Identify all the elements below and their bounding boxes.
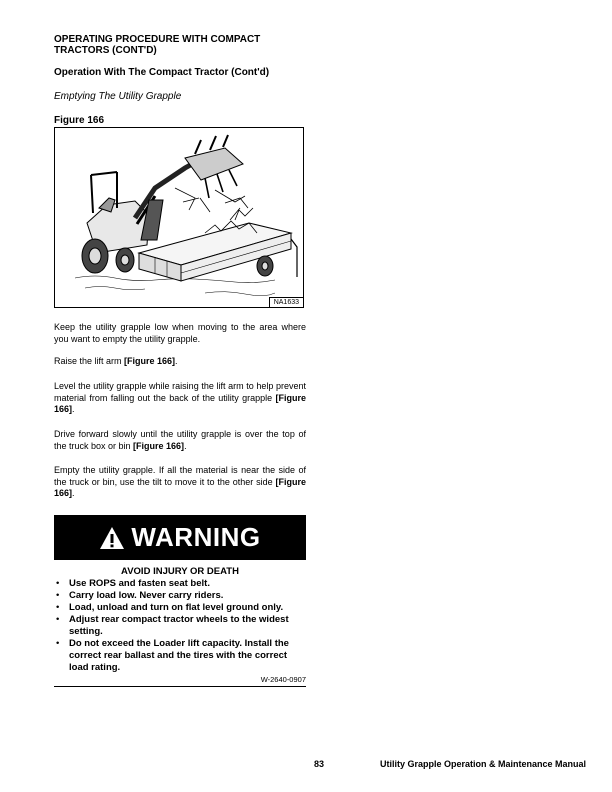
section-title: OPERATING PROCEDURE WITH COMPACT TRACTORS (CONT'D) xyxy=(54,34,261,56)
figure-reference: [Figure 166] xyxy=(54,476,306,498)
warning-code: W-2640-0907 xyxy=(260,675,306,684)
paragraph-raise-arm xyxy=(54,356,306,368)
divider xyxy=(54,686,306,687)
warning-title: WARNING xyxy=(131,522,261,552)
paragraph-end: . xyxy=(72,404,75,414)
warning-subtitle: AVOID INJURY OR DEATH xyxy=(121,566,239,577)
paragraph-drive-forward xyxy=(54,429,306,452)
figure-illustration xyxy=(54,127,304,308)
warning-item: • Adjust rear compact tractor wheels to the widest setting. xyxy=(54,614,306,638)
paragraph-text: Empty the utility grapple. If all the material is near the side of the truck or bin, use the tilt to move it to the other side xyxy=(54,465,306,487)
subsection-title: Operation With The Compact Tractor (Cont'd) xyxy=(54,67,270,78)
warning-item: • Load, unload and turn on flat level ground only. xyxy=(54,602,306,614)
paragraph-empty-grapple xyxy=(54,465,306,500)
paragraph-text: Raise the lift arm xyxy=(54,356,125,366)
warning-triangle-icon xyxy=(99,526,125,550)
paragraph-text: Keep the utility grapple low when moving to the area where you want to empty the utility grapple. xyxy=(54,322,306,344)
page-number: 83 xyxy=(314,759,325,769)
paragraph-end: . xyxy=(184,440,187,451)
paragraph-end: . xyxy=(175,356,178,366)
paragraph-text: Drive forward slowly until the utility grapple is over the top of the truck box or bin xyxy=(54,429,306,451)
figure-reference: [Figure 166] xyxy=(124,356,176,366)
paragraph-end: . xyxy=(72,488,75,498)
paragraph-text: Level the utility grapple while raising the lift arm to help prevent material from falling out the back of the utility grapple xyxy=(54,381,306,403)
warning-item: • Carry load low. Never carry riders. xyxy=(54,590,306,602)
figure-reference: [Figure 166] xyxy=(54,392,306,414)
manual-title: Utility Grapple Operation & Maintenance Manual xyxy=(380,759,587,769)
warning-list xyxy=(54,578,306,674)
tractor-grapple-illustration xyxy=(55,128,304,308)
warning-banner xyxy=(54,515,306,560)
warning-item: • Use ROPS and fasten seat belt. xyxy=(54,578,306,590)
figure-label: Figure 166 xyxy=(54,115,105,126)
figure-code: NA1633 xyxy=(269,297,303,307)
paragraph-level-grapple xyxy=(54,381,306,416)
figure-reference: [Figure 166] xyxy=(133,440,185,451)
warning-item: • Do not exceed the Loader lift capacity. Install the correct rear ballast and the tires with the correct load rating. xyxy=(54,638,306,674)
topic-heading: Emptying The Utility Grapple xyxy=(54,91,182,102)
paragraph-keep-low xyxy=(54,322,306,345)
